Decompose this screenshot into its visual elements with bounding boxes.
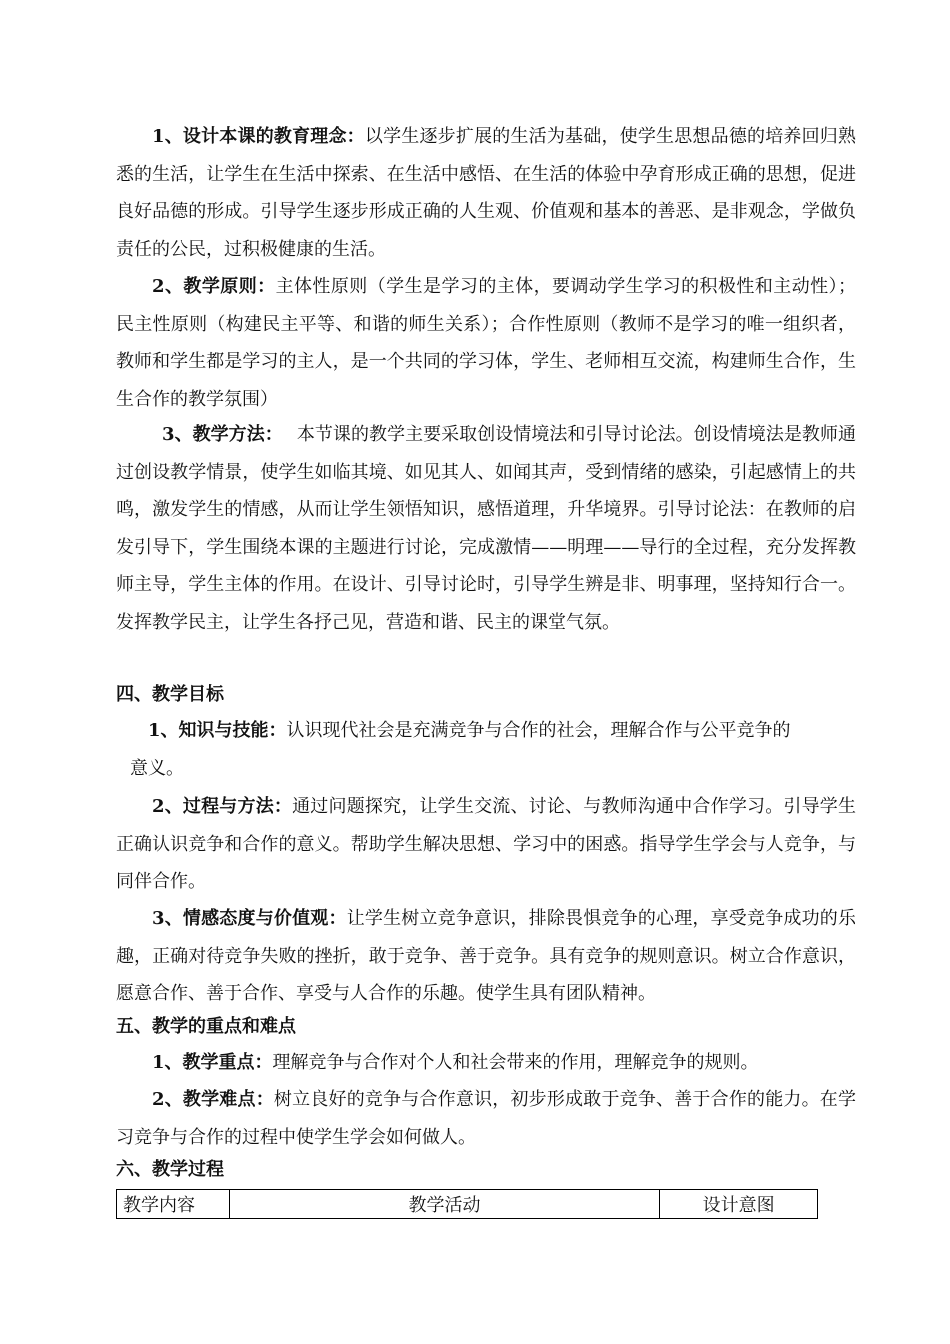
label-knowledge: 1、知识与技能： (148, 720, 287, 741)
text-principles: 主体性原则（学生是学习的主体，要调动学生学习的积极性和主动性）；民主性原则（构建民主平等、和谐的师生关系）；合作性原则（教师不是学习的唯一组织者，教师和学生都是学习的主人，是一个共同的学习体，学生、老师相互交流，构建师生合作，生生合作的教学氛围） (116, 276, 856, 410)
paragraph-difficulty (116, 1081, 856, 1156)
text-knowledge: 认识现代社会是充满竞争与合作的社会，理解合作与公平竞争的 (286, 720, 791, 741)
text-focus: 理解竞争与合作对个人和社会带来的作用，理解竞争的规则。 (272, 1052, 759, 1073)
table-header-activity: 教学活动 (229, 1190, 659, 1219)
label-values: 3、情感态度与价值观： (152, 908, 347, 929)
paragraph-knowledge-cont: 意义。 (130, 758, 184, 779)
heading-goals: 四、教学目标 (116, 684, 224, 705)
table-header-content: 教学内容 (117, 1190, 230, 1219)
paragraph-focus (116, 1044, 856, 1082)
paragraph-knowledge (116, 712, 856, 750)
table-header-row (117, 1190, 818, 1219)
paragraph-concept (116, 118, 856, 268)
paragraph-methods (116, 416, 856, 641)
text-concept: 以学生逐步扩展的生活为基础，使学生思想品德的培养回归熟悉的生活，让学生在生活中探索、在生活中感悟、在生活的体验中孕育形成正确的思想，促进良好品德的形成。引导学生逐步形成正确的人生观、价值观和基本的善恶、是非观念，学做负责任的公民，过积极健康的生活。 (116, 126, 856, 260)
process-table (116, 1189, 818, 1219)
heading-process: 六、教学过程 (116, 1159, 224, 1180)
text-methods: 本节课的教学主要采取创设情境法和引导讨论法。创设情境法是教师通过创设教学情景，使学生如临其境、如见其人、如闻其声，受到情绪的感染，引起感情上的共鸣，激发学生的情感，从而让学生领悟知识，感悟道理，升华境界。引导讨论法：在教师的启发引导下，学生围绕本课的主题进行讨论，完成激情——明理——导行的全过程，充分发挥教师主导，学生主体的作用。在设计、引导讨论时，引导学生辨是非、明事理，坚持知行合一。发挥教学民主，让学生各抒己见，营造和谐、民主的课堂气氛。 (116, 424, 856, 633)
label-methods: 3、教学方法： (162, 424, 283, 445)
text-process: 通过问题探究，让学生交流、讨论、与教师沟通中合作学习。引导学生正确认识竞争和合作的意义。帮助学生解决思想、学习中的困惑。指导学生学会与人竞争，与同伴合作。 (116, 796, 857, 892)
label-focus: 1、教学重点： (152, 1052, 273, 1073)
heading-keypoints: 五、教学的重点和难点 (116, 1016, 296, 1037)
paragraph-principles (116, 268, 856, 418)
label-process: 2、过程与方法： (152, 796, 293, 817)
text-values: 让学生树立竞争意识，排除畏惧竞争的心理，享受竞争成功的乐趣，正确对待竞争失败的挫折，敢于竞争、善于竞争。具有竞争的规则意识。树立合作意识，愿意合作、善于合作、享受与人合作的乐趣。使学生具有团队精神。 (116, 908, 856, 1004)
table-header-intent: 设计意图 (660, 1190, 818, 1219)
label-difficulty: 2、教学难点： (152, 1089, 274, 1110)
paragraph-values (116, 900, 856, 1013)
text-difficulty: 树立良好的竞争与合作意识，初步形成敢于竞争、善于合作的能力。在学习竞争与合作的过程中使学生学会如何做人。 (116, 1089, 856, 1148)
label-principles: 2、教学原则： (152, 276, 276, 297)
label-concept: 1、设计本课的教育理念： (152, 126, 365, 147)
paragraph-process (116, 788, 856, 901)
